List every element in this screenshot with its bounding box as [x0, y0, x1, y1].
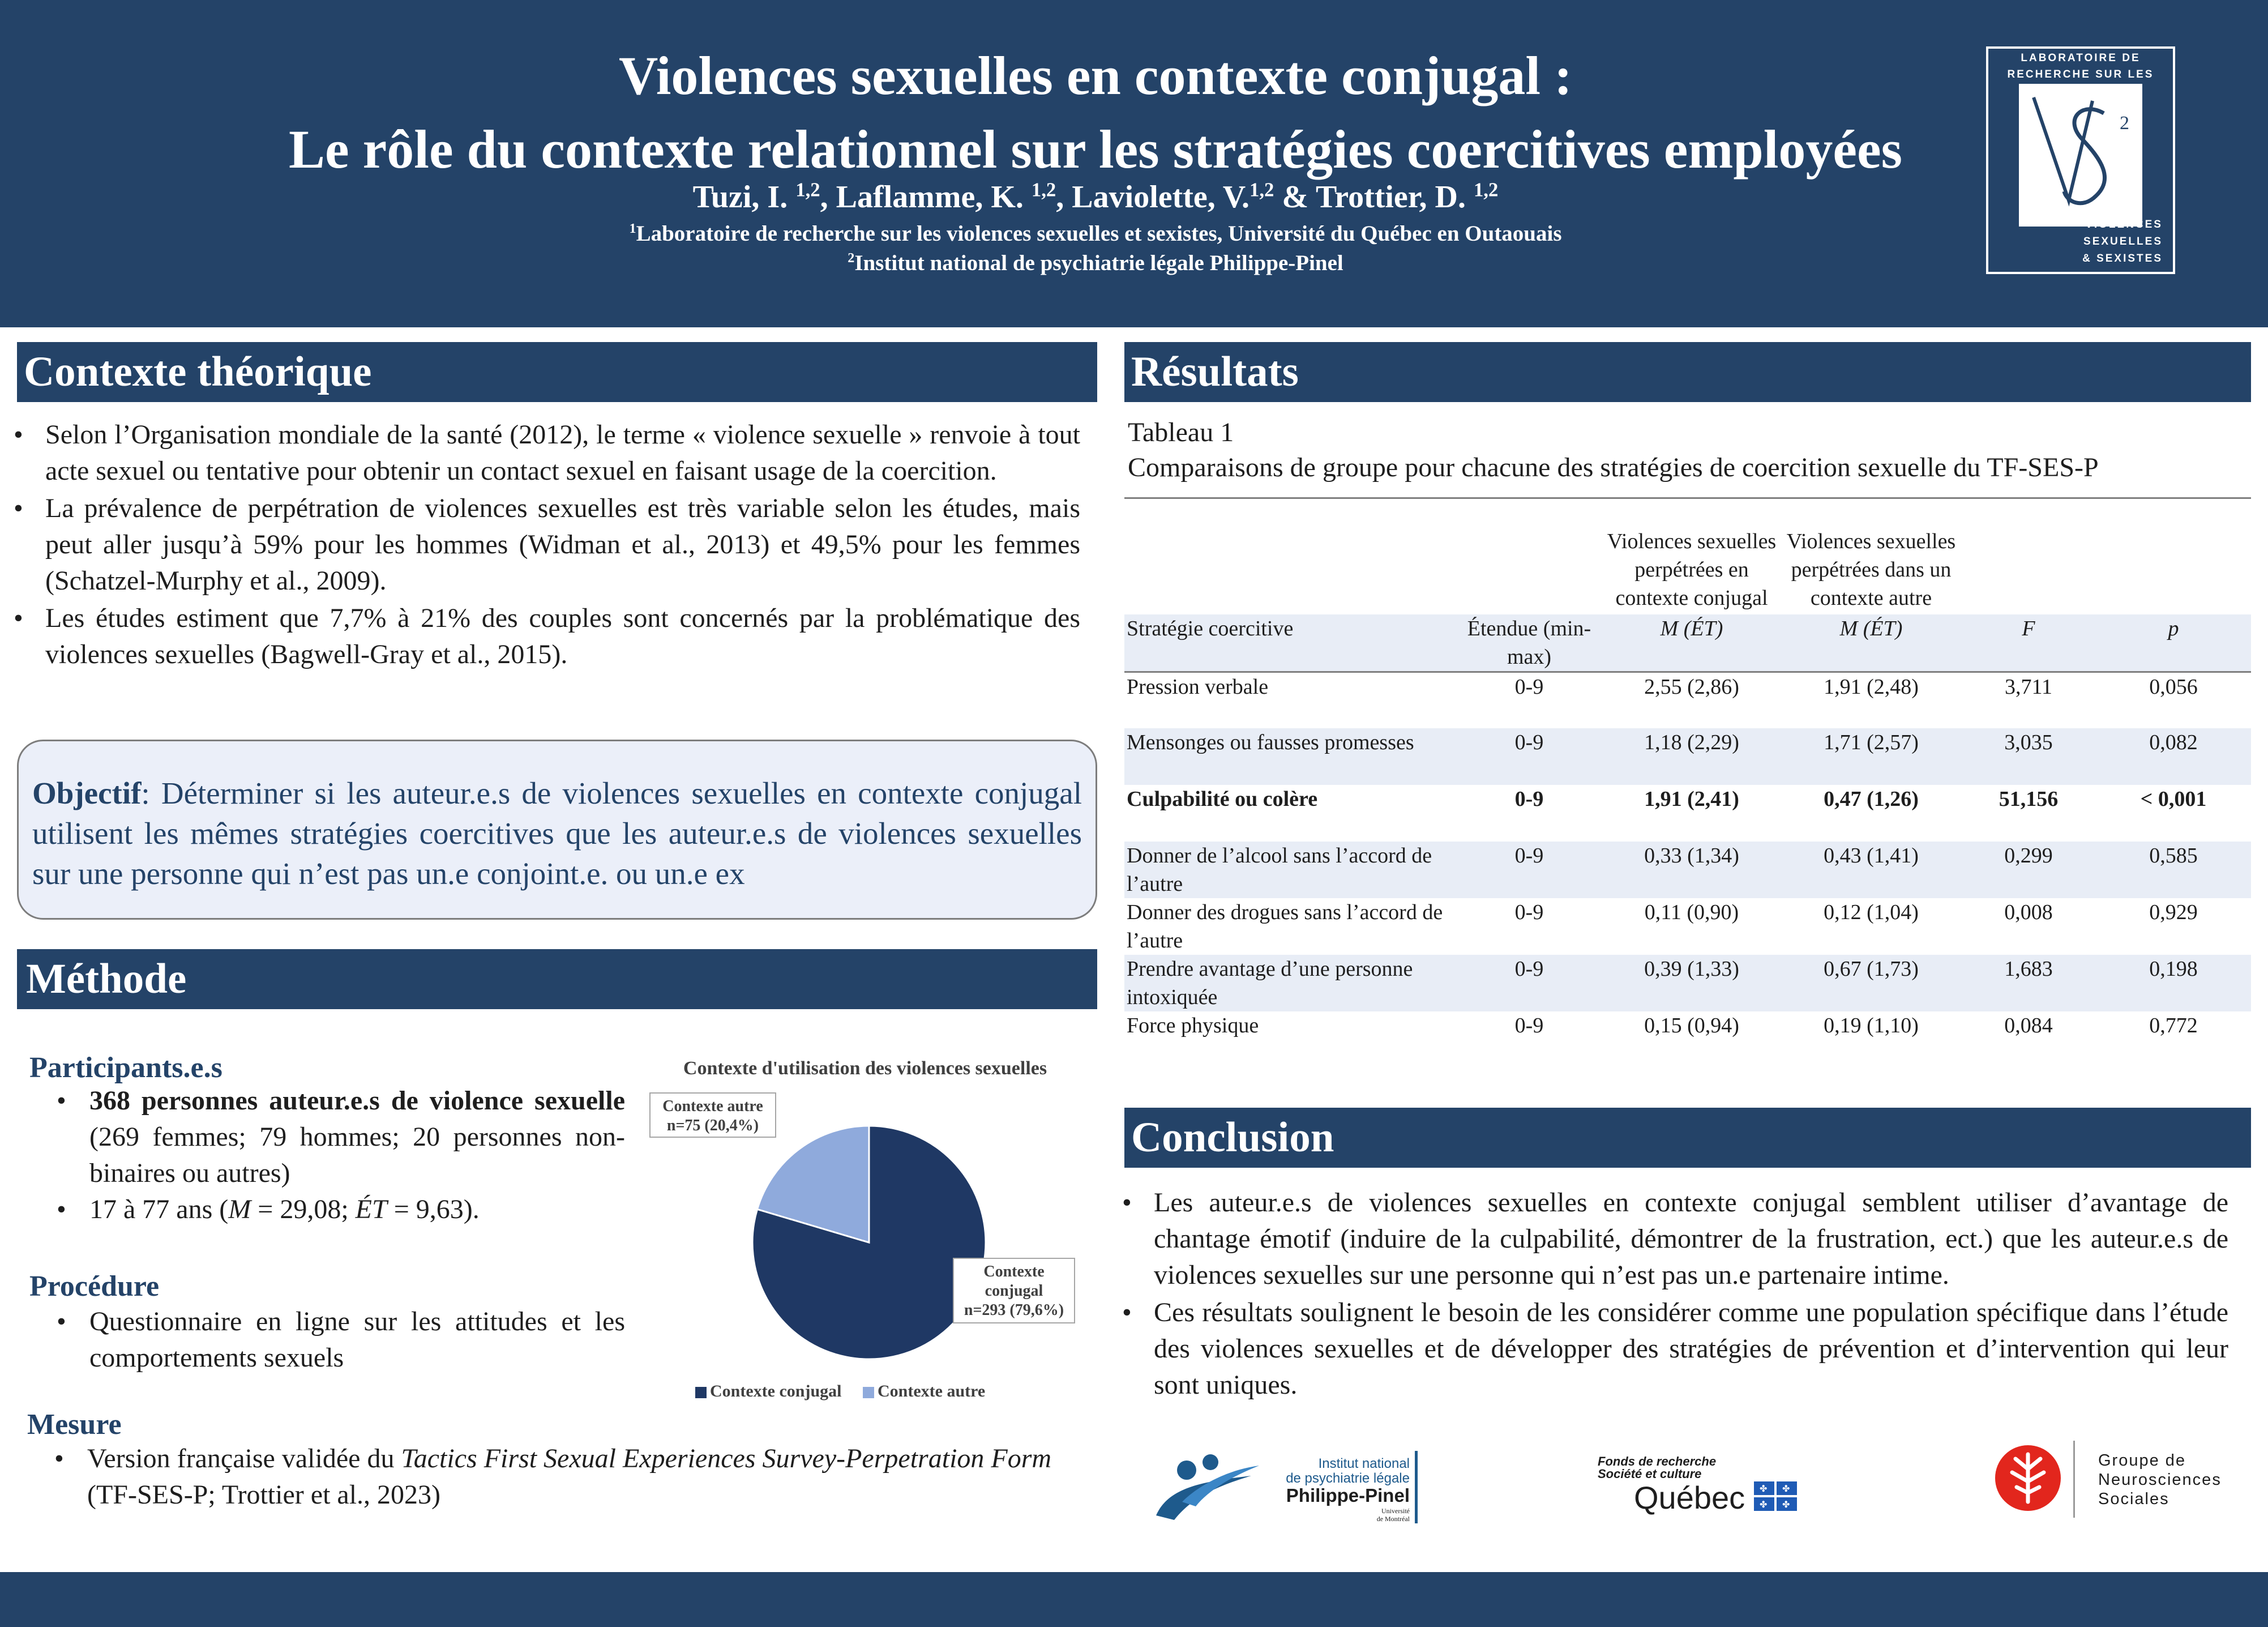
cell-m1: 0,11 (0,90): [1644, 900, 1739, 924]
pie-label-autre: [650, 1093, 776, 1137]
measure-list: [27, 1441, 1103, 1513]
cell-m2: 0,12 (1,04): [1824, 900, 1919, 924]
table-row: [1124, 785, 2251, 842]
col-header-f: F: [1961, 614, 2096, 672]
legend-item-conjugal: Contexte conjugal: [695, 1382, 841, 1400]
participants-bullet: • 368 personnes auteur.e.s de violence sexuelle (269 femmes; 79 hommes; 20 personnes non-binaires ou autres): [29, 1083, 625, 1192]
svg-text:✤: ✤: [1760, 1499, 1768, 1510]
cell-m1: 0,33 (1,34): [1602, 842, 1781, 898]
pinel-logo-icon: [1152, 1447, 1423, 1527]
svg-text:✤: ✤: [1782, 1499, 1790, 1510]
cell-strategy: Mensonges ou fausses promesses: [1124, 728, 1456, 785]
cell-f: 1,683: [1961, 955, 2096, 1011]
cell-strategy: Donner de l’alcool sans l’accord de l’autre: [1124, 842, 1456, 898]
authors-line: [0, 179, 2191, 215]
cell-m2: 0,47 (1,26): [1824, 787, 1919, 811]
lab-logo-top-text: LABORATOIRE DE RECHERCHE SUR LES: [1988, 50, 2173, 83]
gns-logo: [1993, 1436, 2236, 1522]
frq-logo-icon: [1597, 1453, 1807, 1515]
cell-f: 0,084: [2004, 1014, 2053, 1037]
lab-logo-bottom-text: VIOLENCES SEXUELLES & SEXISTES: [2082, 219, 2163, 264]
svg-text:Groupe de: Groupe de: [2098, 1451, 2186, 1470]
gns-logo-icon: [1993, 1436, 2236, 1522]
author-1: Tuzi, I. $^{1,2}$,: [692, 178, 836, 215]
group-header-autre: Violences sexuelles perpétrées dans un contexte autre: [1781, 498, 1961, 614]
procedure-bullet: • Questionnaire en ligne sur les attitudes et les comportements sexuels: [29, 1304, 625, 1376]
svg-text:Sociales: Sociales: [2098, 1490, 2169, 1508]
cell-m1: 2,55 (2,86): [1644, 674, 1739, 699]
cell-range: 0-9: [1456, 955, 1602, 1011]
pie-label-conjugal-line2: conjugal: [985, 1282, 1043, 1300]
svg-text:de psychiatrie légale: de psychiatrie légale: [1286, 1471, 1410, 1486]
cell-m1: 1,18 (2,29): [1602, 728, 1781, 785]
cell-m1: 0,15 (0,94): [1644, 1014, 1739, 1037]
affiliation-1: $^1$Laboratoire de recherche sur les violences sexuelles et sexistes, Université du Québec en Outaouais: [629, 221, 1562, 246]
pie-label-conjugal: [953, 1258, 1075, 1323]
conclusion-bullet: • Les auteur.e.s de violences sexuelles en contexte conjugal semblent utiliser d’avantage de chantage émotif (induire de la culpabilité, démontrer de la frustration, ect.) que les auteur.e.s de violences sexuelles sur une personne qui n’est pas un.e partenaire intime.: [1119, 1185, 2228, 1293]
cell-range: 0-9: [1514, 900, 1544, 924]
cell-strategy: Culpabilité ou colère: [1127, 787, 1318, 811]
cell-m1: 1,91 (2,41): [1644, 787, 1739, 811]
table-group-header-row: [1124, 498, 2251, 614]
svg-text:2: 2: [2120, 113, 2129, 134]
objective-box: [17, 740, 1097, 920]
table-row: [1124, 842, 2251, 898]
section-heading-conclusion: Conclusion: [1124, 1108, 2251, 1168]
title-line-2: Le rôle du contexte relationnel sur les stratégies coercitives employées: [289, 119, 1902, 180]
cell-range: 0-9: [1514, 674, 1544, 699]
cell-m2: 0,67 (1,73): [1781, 955, 1961, 1011]
context-bullet: • Les études estiment que 7,7% à 21% des couples sont concernés par la problématique des violences sexuelles (Bagwell-Gray et al., 2015).: [10, 600, 1080, 673]
svg-text:Institut national: Institut national: [1318, 1456, 1410, 1471]
svg-text:Philippe-Pinel: Philippe-Pinel: [1286, 1485, 1410, 1506]
svg-text:✤: ✤: [1782, 1483, 1790, 1494]
section-heading-context: Contexte théorique: [17, 342, 1097, 402]
cell-m2: 1,91 (2,48): [1824, 674, 1919, 699]
author-2: Laflamme, K. $^{1,2}$,: [836, 178, 1072, 215]
pie-chart: [645, 1074, 1093, 1380]
cell-p: 0,772: [2149, 1014, 2198, 1037]
svg-text:de Montréal: de Montréal: [1376, 1515, 1410, 1523]
age-bullet: • 17 à 77 ans (M = 29,08; ÉT = 9,63).: [29, 1192, 625, 1228]
section-heading-results: Résultats: [1124, 342, 2251, 402]
cell-strategy: Donner des drogues sans l’accord de l’autre: [1127, 900, 1443, 953]
svg-text:✤: ✤: [1760, 1483, 1768, 1494]
section-heading-method: Méthode: [17, 949, 1097, 1009]
cell-p: 0,929: [2149, 900, 2198, 924]
table-caption: Comparaisons de groupe pour chacune des stratégies de coercition sexuelle du TF-SES-P: [1128, 452, 2099, 482]
pinel-logo: [1152, 1447, 1423, 1527]
cell-p: 0,198: [2096, 955, 2251, 1011]
measure-heading: Mesure: [27, 1408, 122, 1441]
context-bullet-list: [10, 417, 1080, 674]
participants-list: [29, 1083, 625, 1228]
cell-p: 0,585: [2096, 842, 2251, 898]
table-row: [1124, 672, 2251, 728]
cell-range: 0-9: [1456, 728, 1602, 785]
cell-f: 51,156: [1999, 787, 2059, 811]
table-number: Tableau 1: [1128, 417, 1234, 447]
cell-p: < 0,001: [2140, 787, 2207, 811]
context-bullet: • Selon l’Organisation mondiale de la santé (2012), le terme « violence sexuelle » renvoie à tout acte sexuel ou tentative pour obtenir un contact sexuel en faisant usage de la coercition.: [10, 417, 1080, 489]
svg-text:Société et culture: Société et culture: [1598, 1467, 1702, 1481]
pie-chart-title: Contexte d'utilisation des violences sexuelles: [683, 1058, 1047, 1079]
legend-swatch-autre: [863, 1387, 874, 1398]
conclusion-bullet-list: [1119, 1185, 2228, 1404]
objective-label: Objectif: [32, 776, 142, 810]
results-table: [1124, 497, 2251, 1068]
table-row: [1124, 955, 2251, 1011]
pie-label-conjugal-line1: Contexte: [983, 1263, 1045, 1280]
title-line-1: Violences sexuelles en contexte conjugal :: [618, 45, 1573, 106]
frq-logo: [1597, 1453, 1807, 1515]
cell-strategy: Pression verbale: [1127, 674, 1269, 699]
cell-m2: 1,71 (2,57): [1781, 728, 1961, 785]
cell-strategy: Prendre avantage d’une personne intoxiquée: [1124, 955, 1456, 1011]
svg-text:Neurosciences: Neurosciences: [2098, 1471, 2222, 1489]
lab-logo: [1986, 46, 2175, 274]
table-column-header-row: [1124, 614, 2251, 672]
poster-footer-bar: [0, 1572, 2268, 1627]
cell-strategy: Force physique: [1127, 1014, 1259, 1037]
pie-label-conjugal-line3: n=293 (79,6%): [964, 1301, 1064, 1319]
cell-m2: 0,43 (1,41): [1781, 842, 1961, 898]
cell-range: 0-9: [1514, 1014, 1544, 1037]
measure-bullet: • Version française validée du Tactics First Sexual Experiences Survey-Perpetration Form (TF-SES-P; Trottier et al., 2023): [27, 1441, 1103, 1513]
col-header-m1: M (ÉT): [1602, 614, 1781, 672]
cell-f: 3,711: [2004, 674, 2053, 699]
svg-text:Université: Université: [1381, 1507, 1410, 1515]
author-4: Trottier, D. $^{1,2}$: [1316, 178, 1499, 215]
procedure-heading: Procédure: [29, 1270, 160, 1303]
objective-text: : Déterminer si les auteur.e.s de violences sexuelles en contexte conjugal utilisent les mêmes stratégies coercitives que les auteur.e.s de violences sexuelles sur une personne qui n’est pas un.e conjoint.e. ou un.e ex: [32, 776, 1082, 891]
participants-heading: Participants.e.s: [29, 1052, 222, 1084]
cell-m2: 0,19 (1,10): [1824, 1014, 1919, 1037]
svg-text:Fonds de recherche: Fonds de recherche: [1598, 1454, 1717, 1468]
vs2-logo-icon: [2019, 84, 2142, 227]
col-header-p: p: [2096, 614, 2251, 672]
cell-range: 0-9: [1514, 787, 1544, 811]
legend-item-autre: Contexte autre: [863, 1382, 985, 1400]
svg-text:Québec: Québec: [1634, 1480, 1745, 1515]
cell-f: 3,035: [1961, 728, 2096, 785]
legend-swatch-conjugal: [695, 1387, 707, 1398]
col-header-strategy: Stratégie coercitive: [1124, 614, 1456, 672]
conclusion-bullet: • Ces résultats soulignent le besoin de les considérer comme une population spécifique dans l’étude des violences sexuelles et de développer des stratégies de prévention et d’intervention qui leur sont uniques.: [1119, 1295, 2228, 1403]
procedure-list: [29, 1304, 625, 1376]
cell-m1: 0,39 (1,33): [1602, 955, 1781, 1011]
lab-logo-mark: [2019, 84, 2142, 227]
cell-p: 0,082: [2096, 728, 2251, 785]
col-header-range: Étendue (min-max): [1456, 614, 1602, 672]
pie-legend: [695, 1382, 985, 1401]
author-3: Laviolette, V.$^{1,2}$ &: [1072, 178, 1316, 215]
table-row: [1124, 1011, 2251, 1068]
pie-label-autre-line1: Contexte autre: [662, 1098, 763, 1115]
context-bullet: • La prévalence de perpétration de violences sexuelles est très variable selon les études, mais peut aller jusqu’à 59% pour les hommes (Widman et al., 2013) et 49,5% pour les femmes (Schatzel-Murphy et al., 2009).: [10, 490, 1080, 599]
cell-f: 0,299: [1961, 842, 2096, 898]
affiliation-2: $^2$Institut national de psychiatrie légale Philippe-Pinel: [848, 250, 1343, 275]
cell-range: 0-9: [1456, 842, 1602, 898]
pie-label-autre-line2: n=75 (20,4%): [666, 1117, 759, 1134]
col-header-m2: M (ÉT): [1781, 614, 1961, 672]
poster-header: [0, 0, 2268, 327]
group-header-conjugal: Violences sexuelles perpétrées en contexte conjugal: [1602, 498, 1781, 614]
table-row: [1124, 728, 2251, 785]
cell-f: 0,008: [2004, 900, 2053, 924]
table-row: [1124, 898, 2251, 955]
cell-p: 0,056: [2149, 674, 2198, 699]
